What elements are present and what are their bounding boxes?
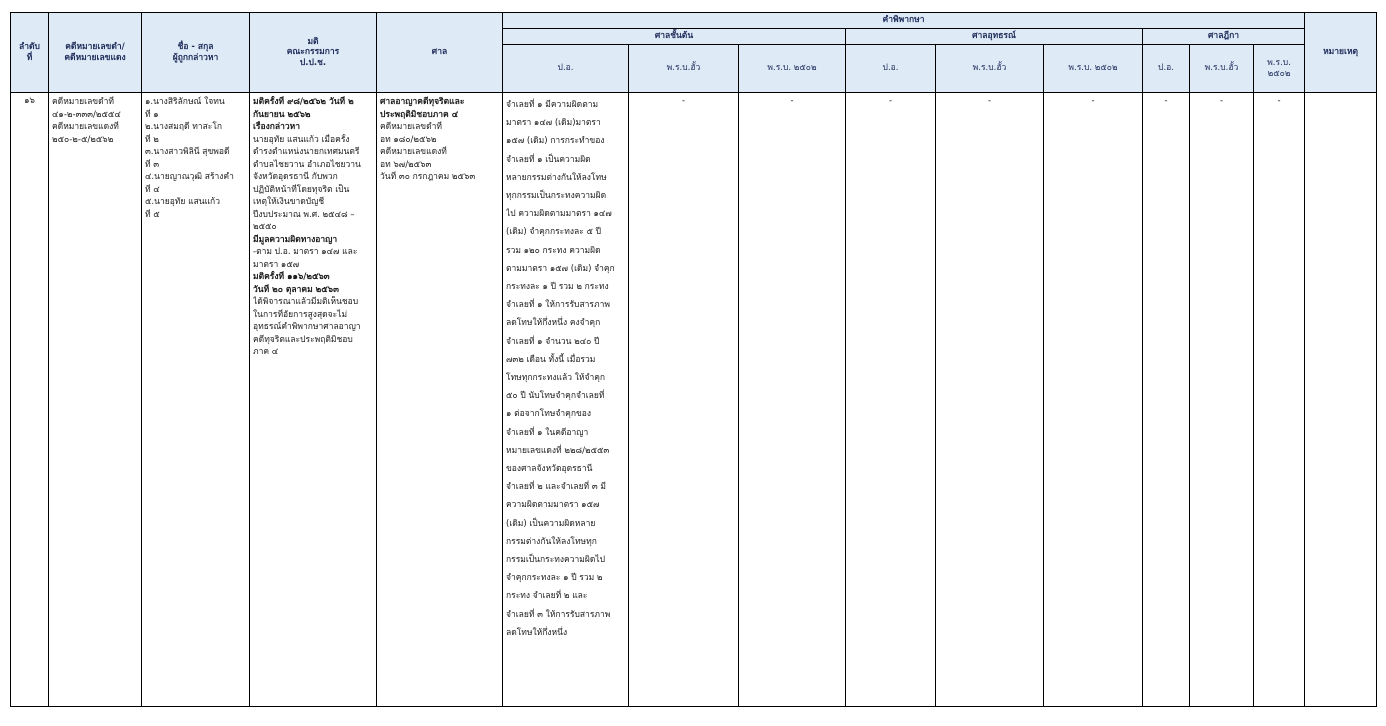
accused-lines: ๑.นางสิริลักษณ์ ใจทน ที่ ๑ ๒.นางสมฤดี ทาสะโก ที่ ๒ ๓.นางสาวพิลินี สุขพอดี ที่ ๓ ๔.นายญาณวุฒิ สร้างคำ ที่ ๔ ๕.นายอุทัย แสนแก้ว ที่ ๕ [145,97,234,220]
resolution-line: กันยายน ๒๕๖๒ [253,109,311,120]
verdict-line: จำเลยที่ ๑ ในคดีอาญา [506,427,589,438]
verdict-line: กรรมต่างกันให้ลงโทษทุก [506,536,597,547]
court-line: ศาลอาญาคดีทุจริตและ [380,97,465,107]
verdict-line: โทษทุกกระทงแล้ว ให้จำคุก [506,373,606,384]
verdict-line: จำเลยที่ ๑ ให้การรับสารภาพ [506,300,610,311]
header-appeal-criminal: ป.อ. [846,45,936,93]
header-case-number: คดีหมายเลขดำ/ คดีหมายเลขแดง [49,13,142,93]
verdict-line: กระทง จำเลยที่ ๒ และ [506,591,588,602]
row-remark [1305,93,1377,707]
header-order: ลำดับ ที่ [11,13,49,93]
resolution-line: มาตรา ๑๕๗ [253,259,300,270]
verdict-line: ไป ความผิดตามมาตรา ๑๔๗ [506,209,612,220]
resolution-line: -ตาม ป.อ. มาตรา ๑๔๗ และ [253,247,358,257]
verdict-line: ลดโทษให้กึ่งหนึ่ง คงจำคุก [506,318,601,329]
verdict-line: ของศาลจังหวัดอุดรธานี [506,464,593,475]
row-first-act-hua: - [629,93,739,707]
header-resolution: มติ คณะกรรมการ ป.ป.ช. [250,13,377,93]
header-appeal-act-hua: พ.ร.บ.ฮั้ว [936,45,1044,93]
resolution-line: จังหวัดอุดรธานี กับพวก [253,172,338,182]
header-court-first: ศาลชั้นต้น [503,29,846,45]
resolution-line: ตำบลไชยวาน อำเภอไชยวาน [253,159,361,170]
row-appeal-act-hua: - [936,93,1044,707]
verdict-line: จำเลยที่ ๑ จำนวน ๒๔๐ ปี [506,336,600,347]
header-supreme-criminal: ป.อ. [1143,45,1190,93]
header-court: ศาล [377,13,503,93]
row-supreme-act-hua: - [1190,93,1254,707]
verdict-line: กระทงละ ๑ ปี รวม ๒ กระทง [506,282,609,293]
resolution-line: วันที่ ๒๐ ตุลาคม ๒๕๖๓ [253,284,339,295]
court-line: ประพฤติมิชอบภาค ๔ [380,109,459,120]
resolution-line: ปีงบประมาณ พ.ศ. ๒๕๔๘ – [253,209,355,220]
row-resolution [250,93,377,707]
resolution-line: คดีทุจริตและประพฤติมิชอบ [253,334,353,345]
resolution-line: เรื่องกล่าวหา [253,122,301,132]
verdict-line: จำเลยที่ ๑ มีความผิดตาม [506,100,599,110]
verdict-line: จำคุกกระทงละ ๑ ปี รวม ๒ [506,573,603,584]
court-line: วันที่ ๓๐ กรกฎาคม ๒๕๖๓ [380,172,476,182]
header-first-act-hua: พ.ร.บ.ฮั้ว [629,45,739,93]
court-lines [377,93,502,187]
verdict-line: ลดโทษให้กึ่งหนึ่ง [506,627,568,638]
court-line: คดีหมายเลขดำที่ [380,122,442,132]
header-court-supreme: ศาลฎีกา [1143,29,1305,45]
resolution-line: เหตุให้เงินขาดบัญชี [253,197,325,207]
row-supreme-criminal: - [1143,93,1190,707]
verdict-line: ๑ ต่อจากโทษจำคุกของ [506,409,592,420]
resolution-line: มติครั้งที่ ๙๘/๒๕๖๒ วันที่ ๒ [253,97,354,107]
row-order: ๑๖ [11,93,49,707]
header-appeal-act-2502: พ.ร.บ. ๒๕๐๒ [1044,45,1143,93]
resolution-line: อุทธรณ์คำพิพากษาศาลอาญา [253,322,361,332]
verdict-line: ๗๓๒ เดือน ทั้งนี้ เมื่อรวม [506,354,596,365]
first-instance-verdict-lines [503,93,628,645]
header-first-act-2502: พ.ร.บ. ๒๕๐๒ [739,45,846,93]
verdict-line: หลายกรรมต่างกันให้ลงโทษ [506,172,607,183]
verdict-line: มาตรา ๑๔๗ (เดิม)มาตรา [506,118,601,129]
court-line: อท ๑๘๐/๒๕๖๒ [380,134,437,145]
row-first-act-2502: - [739,93,846,707]
verdict-line: ทุกกรรมเป็นกระทงความผิด [506,191,607,202]
court-line: อท ๖๗/๒๕๖๓ [380,159,432,170]
resolution-line: ภาค ๔ [253,347,279,357]
resolution-line: มติครั้งที่ ๑๑๖/๒๕๖๓ [253,272,330,282]
header-remark: หมายเหตุ [1305,13,1377,93]
verdict-line: กรรมเป็นกระทงความผิดไป [506,555,606,566]
row-case-number [49,93,142,707]
row-court [377,93,503,707]
header-accused: ชื่อ - สกุล ผู้ถูกกล่าวหา [142,13,250,93]
row-appeal-criminal: - [846,93,936,707]
case-number-lines: คดีหมายเลขดำที่ ๔๑-๒-๓๓๓/๒๕๕๔ คดีหมายเลขแดงที่ ๒๕๐-๒-๕/๒๕๖๒ [52,97,121,145]
court-line: คดีหมายเลขแดงที่ [380,147,447,157]
resolution-line: ดำรงตำแหน่งนายกเทศมนตรี [253,147,360,157]
resolution-line: ปฏิบัติหน้าที่โดยทุจริต เป็น [253,184,350,195]
row-first-criminal-verdict [503,93,629,707]
verdict-line: ๕๐ ปี นับโทษจำคุกจำเลยที่ [506,391,605,402]
row-appeal-act-2502: - [1044,93,1143,707]
verdict-line: ๑๕๗ (เดิม) การกระทำของ [506,136,605,147]
verdict-line: ตามมาตรา ๑๕๗ (เดิม) จำคุก [506,263,615,274]
verdict-line: (เดิม) เป็นความผิดหลาย [506,518,596,529]
header-first-criminal: ป.อ. [503,45,629,93]
verdict-line: ความผิดตามมาตรา ๑๕๗ [506,500,600,511]
verdict-line: หมายเลขแดงที่ ๒๒๘/๒๕๕๓ [506,445,610,456]
verdict-line: รวม ๑๒๐ กระทง ความผิด [506,245,601,256]
header-judgment: คำพิพากษา [503,13,1305,29]
header-supreme-act-2502: พ.ร.บ. ๒๕๐๒ [1254,45,1305,93]
header-court-appeal: ศาลอุทธรณ์ [846,29,1143,45]
row-accused [142,93,250,707]
header-supreme-act-hua: พ.ร.บ.ฮั้ว [1190,45,1254,93]
table-row [11,93,1377,707]
verdict-line: (เดิม) จำคุกกระทงละ ๕ ปี [506,227,601,238]
resolution-line: ได้พิจารณาแล้วมีมติเห็นชอบ [253,297,359,307]
verdict-line: จำเลยที่ ๑ เป็นความผิด [506,154,591,165]
verdict-line: จำเลยที่ ๒ และจำเลยที่ ๓ มี [506,482,606,493]
resolution-lines [250,93,376,362]
resolution-line: มีมูลความผิดทางอาญา [253,234,338,245]
resolution-line: ๒๕๕๐ [253,222,277,232]
row-supreme-act-2502: - [1254,93,1305,707]
judgment-table [10,12,1377,707]
resolution-line: ในการที่อัยการสูงสุดจะไม่ [253,309,348,320]
verdict-line: จำเลยที่ ๓ ให้การรับสารภาพ [506,609,611,620]
resolution-line: นายอุทัย แสนแก้ว เมื่อครั้ง [253,134,350,145]
